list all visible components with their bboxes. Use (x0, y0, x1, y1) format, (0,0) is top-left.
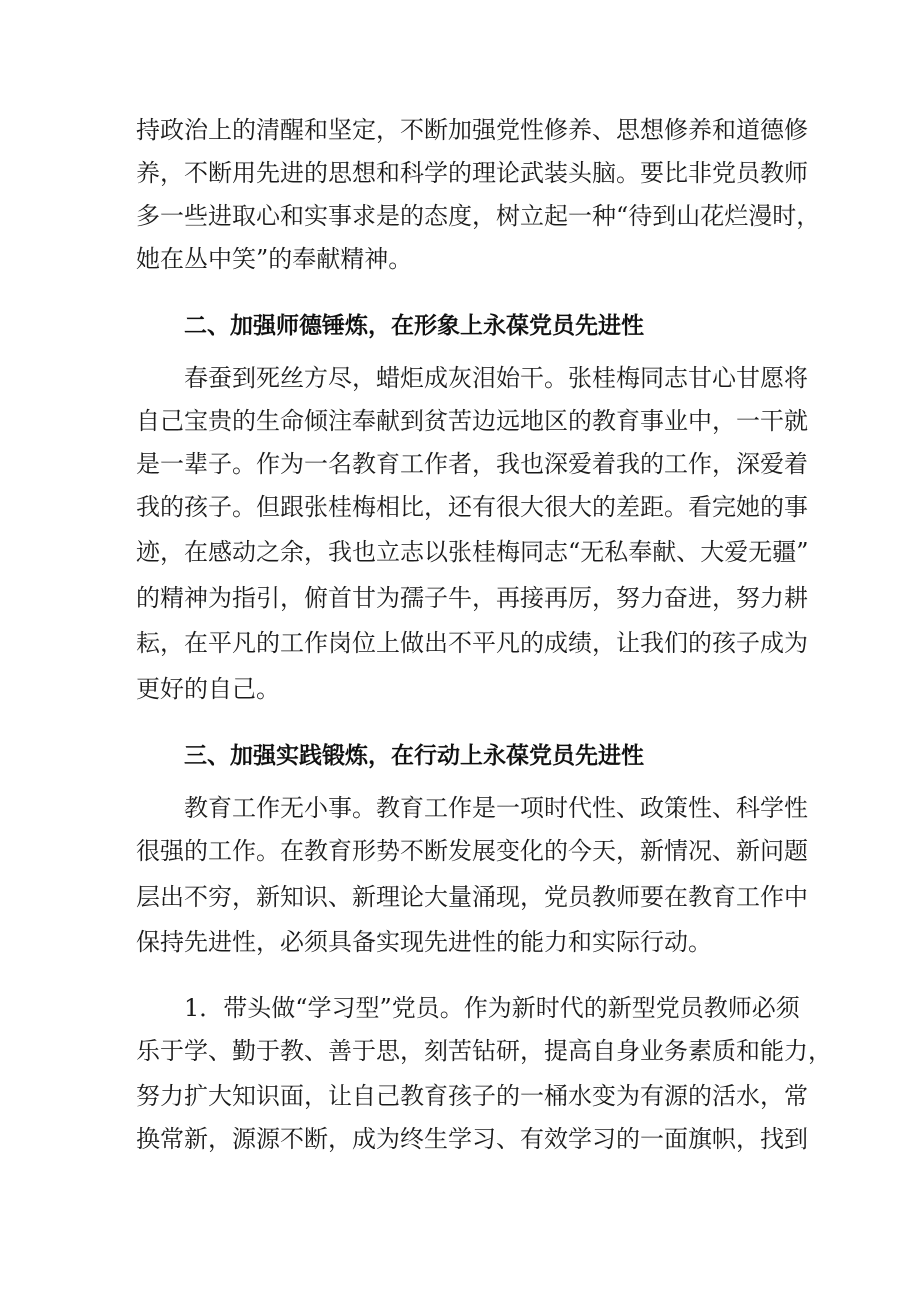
paragraph-line: 她在丛中笑”的奉献精神。 (136, 245, 413, 273)
paragraph-line: 努力扩大知识面，让自己教育孩子的一桶水变为有源的活水，常 (136, 1082, 808, 1110)
section-heading-2: 二、加强师德锤炼，在形象上永葆党员先进性 (184, 313, 644, 339)
section-heading-3: 三、加强实践锻炼，在行动上永葆党员先进性 (184, 743, 644, 769)
paragraph-line: 1．带头做“学习型”党员。作为新时代的新型党员教师必须 (184, 994, 800, 1022)
paragraph-line: 养，不断用先进的思想和科学的理论武装头脑。要比非党员教师 (136, 159, 808, 187)
paragraph-line: 我的孩子。但跟张桂梅相比，还有很大很大的差距。看完她的事 (136, 493, 808, 521)
paragraph-line: 春蚕到死丝方尽，蜡炬成灰泪始干。张桂梅同志甘心甘愿将 (184, 364, 808, 392)
paragraph-line: 持政治上的清醒和坚定，不断加强党性修养、思想修养和道德修 (136, 116, 808, 144)
paragraph-line: 乐于学、勤于教、善于思，刻苦钻研，提高自身业务素质和能力， (136, 1037, 832, 1065)
paragraph-line: 的精神为指引，俯首甘为孺子牛，再接再厉，努力奋进，努力耕 (136, 584, 808, 612)
paragraph-line: 耘，在平凡的工作岗位上做出不平凡的成绩，让我们的孩子成为 (136, 629, 808, 657)
paragraph-line: 多一些进取心和实事求是的态度，树立起一种“待到山花烂漫时， (136, 202, 821, 230)
paragraph-line: 自己宝贵的生命倾注奉献到贫苦边远地区的教育事业中，一干就 (136, 407, 808, 435)
paragraph-line: 是一辈子。作为一名教育工作者，我也深爱着我的工作，深爱着 (136, 450, 808, 478)
paragraph-line: 教育工作无小事。教育工作是一项时代性、政策性、科学性 (184, 794, 808, 822)
paragraph-line: 层出不穷，新知识、新理论大量涌现，党员教师要在教育工作中 (136, 883, 808, 911)
paragraph-line: 更好的自己。 (136, 675, 280, 703)
paragraph-line: 迹，在感动之余，我也立志以张桂梅同志“无私奉献、大爱无疆” (136, 538, 809, 566)
paragraph-line: 保持先进性，必须具备实现先进性的能力和实际行动。 (136, 928, 712, 956)
paragraph-line: 换常新，源源不断，成为终生学习、有效学习的一面旗帜，找到 (136, 1125, 808, 1153)
paragraph-line: 很强的工作。在教育形势不断发展变化的今天，新情况、新问题 (136, 837, 808, 865)
